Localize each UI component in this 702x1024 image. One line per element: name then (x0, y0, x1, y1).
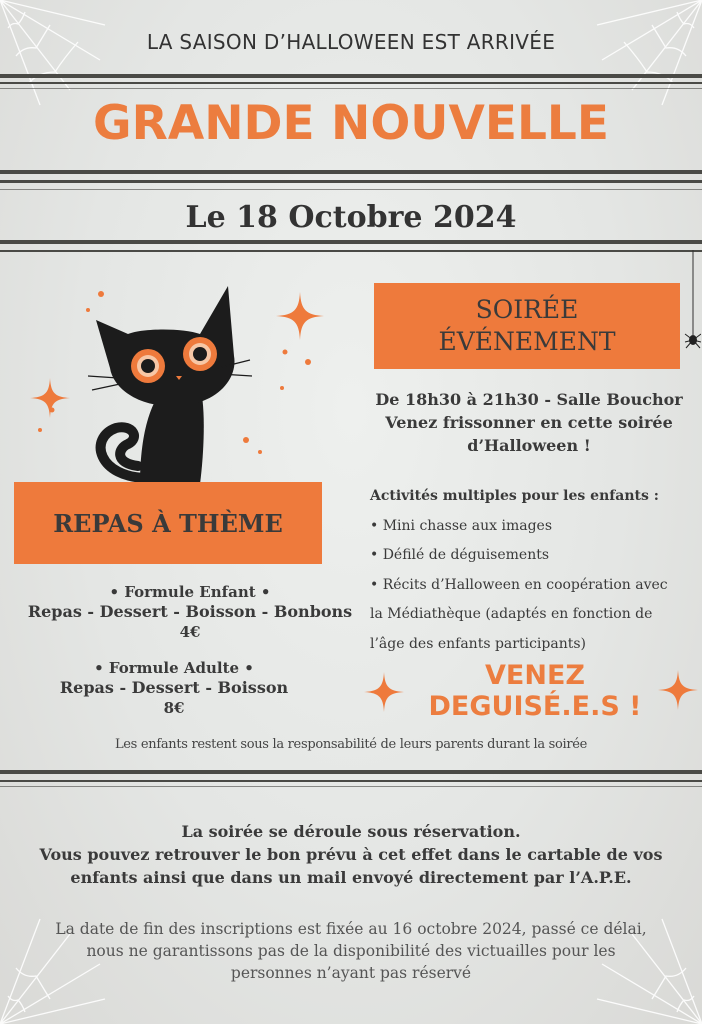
costume-callout-line1: VENEZ (485, 660, 585, 691)
formule-adulte (24, 658, 324, 718)
soiree-title-line2: ÉVÉNEMENT (438, 327, 616, 356)
formula-items: Repas - Dessert - Boisson (59, 678, 289, 697)
deadline-line: La date de fin des inscriptions est fixée au 16 octobre 2024, passé ce délai, (55, 920, 647, 938)
activities-intro: Activités multiples pour les enfants : (370, 488, 659, 504)
reservation-line: La soirée se déroule sous réservation. (181, 822, 521, 841)
soiree-title-line1: SOIRÉE (475, 295, 579, 324)
costume-callout (400, 660, 670, 722)
divider (0, 189, 702, 190)
formula-name: • Formule Enfant • (109, 583, 271, 601)
divider (0, 180, 702, 183)
divider (0, 74, 702, 78)
reservation-line: Vous pouvez retrouver le bon prévu à cet effet dans le cartable de vos (39, 845, 663, 864)
divider (0, 88, 702, 89)
list-item: • Défilé de déguisements (370, 547, 550, 563)
formula-price: 4€ (179, 623, 201, 641)
schedule-line: Venez frissonner en cette soirée (385, 413, 673, 432)
divider (0, 82, 702, 84)
list-item: • Récits d’Halloween en coopération avec (370, 576, 668, 593)
schedule-line: d’Halloween ! (467, 436, 591, 455)
divider (0, 786, 702, 787)
list-item: • Mini chasse aux images (370, 517, 553, 534)
headline: GRANDE NOUVELLE (93, 96, 609, 151)
activities-list (370, 482, 700, 659)
divider (0, 770, 702, 774)
schedule-block (356, 388, 702, 457)
formula-name: • Formule Adulte • (94, 659, 254, 677)
reservation-info (0, 820, 702, 889)
schedule-line: De 18h30 à 21h30 - Salle Bouchor (375, 390, 683, 409)
spider-web-icon (592, 0, 702, 110)
registration-deadline (20, 918, 682, 984)
spider-web-icon (0, 0, 110, 110)
reservation-line: enfants ainsi que dans un mail envoyé directement par l’A.P.E. (70, 868, 632, 887)
divider (0, 780, 702, 782)
divider (0, 250, 702, 252)
responsibility-note: Les enfants restent sous la responsabilité de leurs parents durant la soirée (114, 737, 588, 752)
list-item: l’âge des enfants participants) (370, 635, 586, 652)
deadline-line: personnes n’ayant pas réservé (230, 964, 472, 982)
formule-enfant (27, 582, 353, 642)
divider (0, 240, 702, 244)
costume-callout-line2: DEGUISÉ.E.S ! (428, 691, 642, 722)
formula-items: Repas - Dessert - Boisson - Bonbons (27, 602, 353, 621)
repas-title: REPAS À THÈME (53, 508, 283, 538)
divider (0, 170, 702, 174)
decorative-dots (0, 280, 340, 460)
deadline-line: nous ne garantissons pas de la disponibilité des victuailles pour les (86, 942, 616, 960)
event-date: Le 18 Octobre 2024 (185, 200, 517, 235)
list-item: la Médiathèque (adaptés en fonction de (370, 606, 653, 622)
spider-icon (683, 250, 701, 360)
formula-price: 8€ (163, 699, 185, 717)
sparkle-icon (364, 672, 404, 712)
top-banner: LA SAISON D’HALLOWEEN EST ARRIVÉE (146, 30, 556, 54)
soiree-title (374, 283, 680, 369)
